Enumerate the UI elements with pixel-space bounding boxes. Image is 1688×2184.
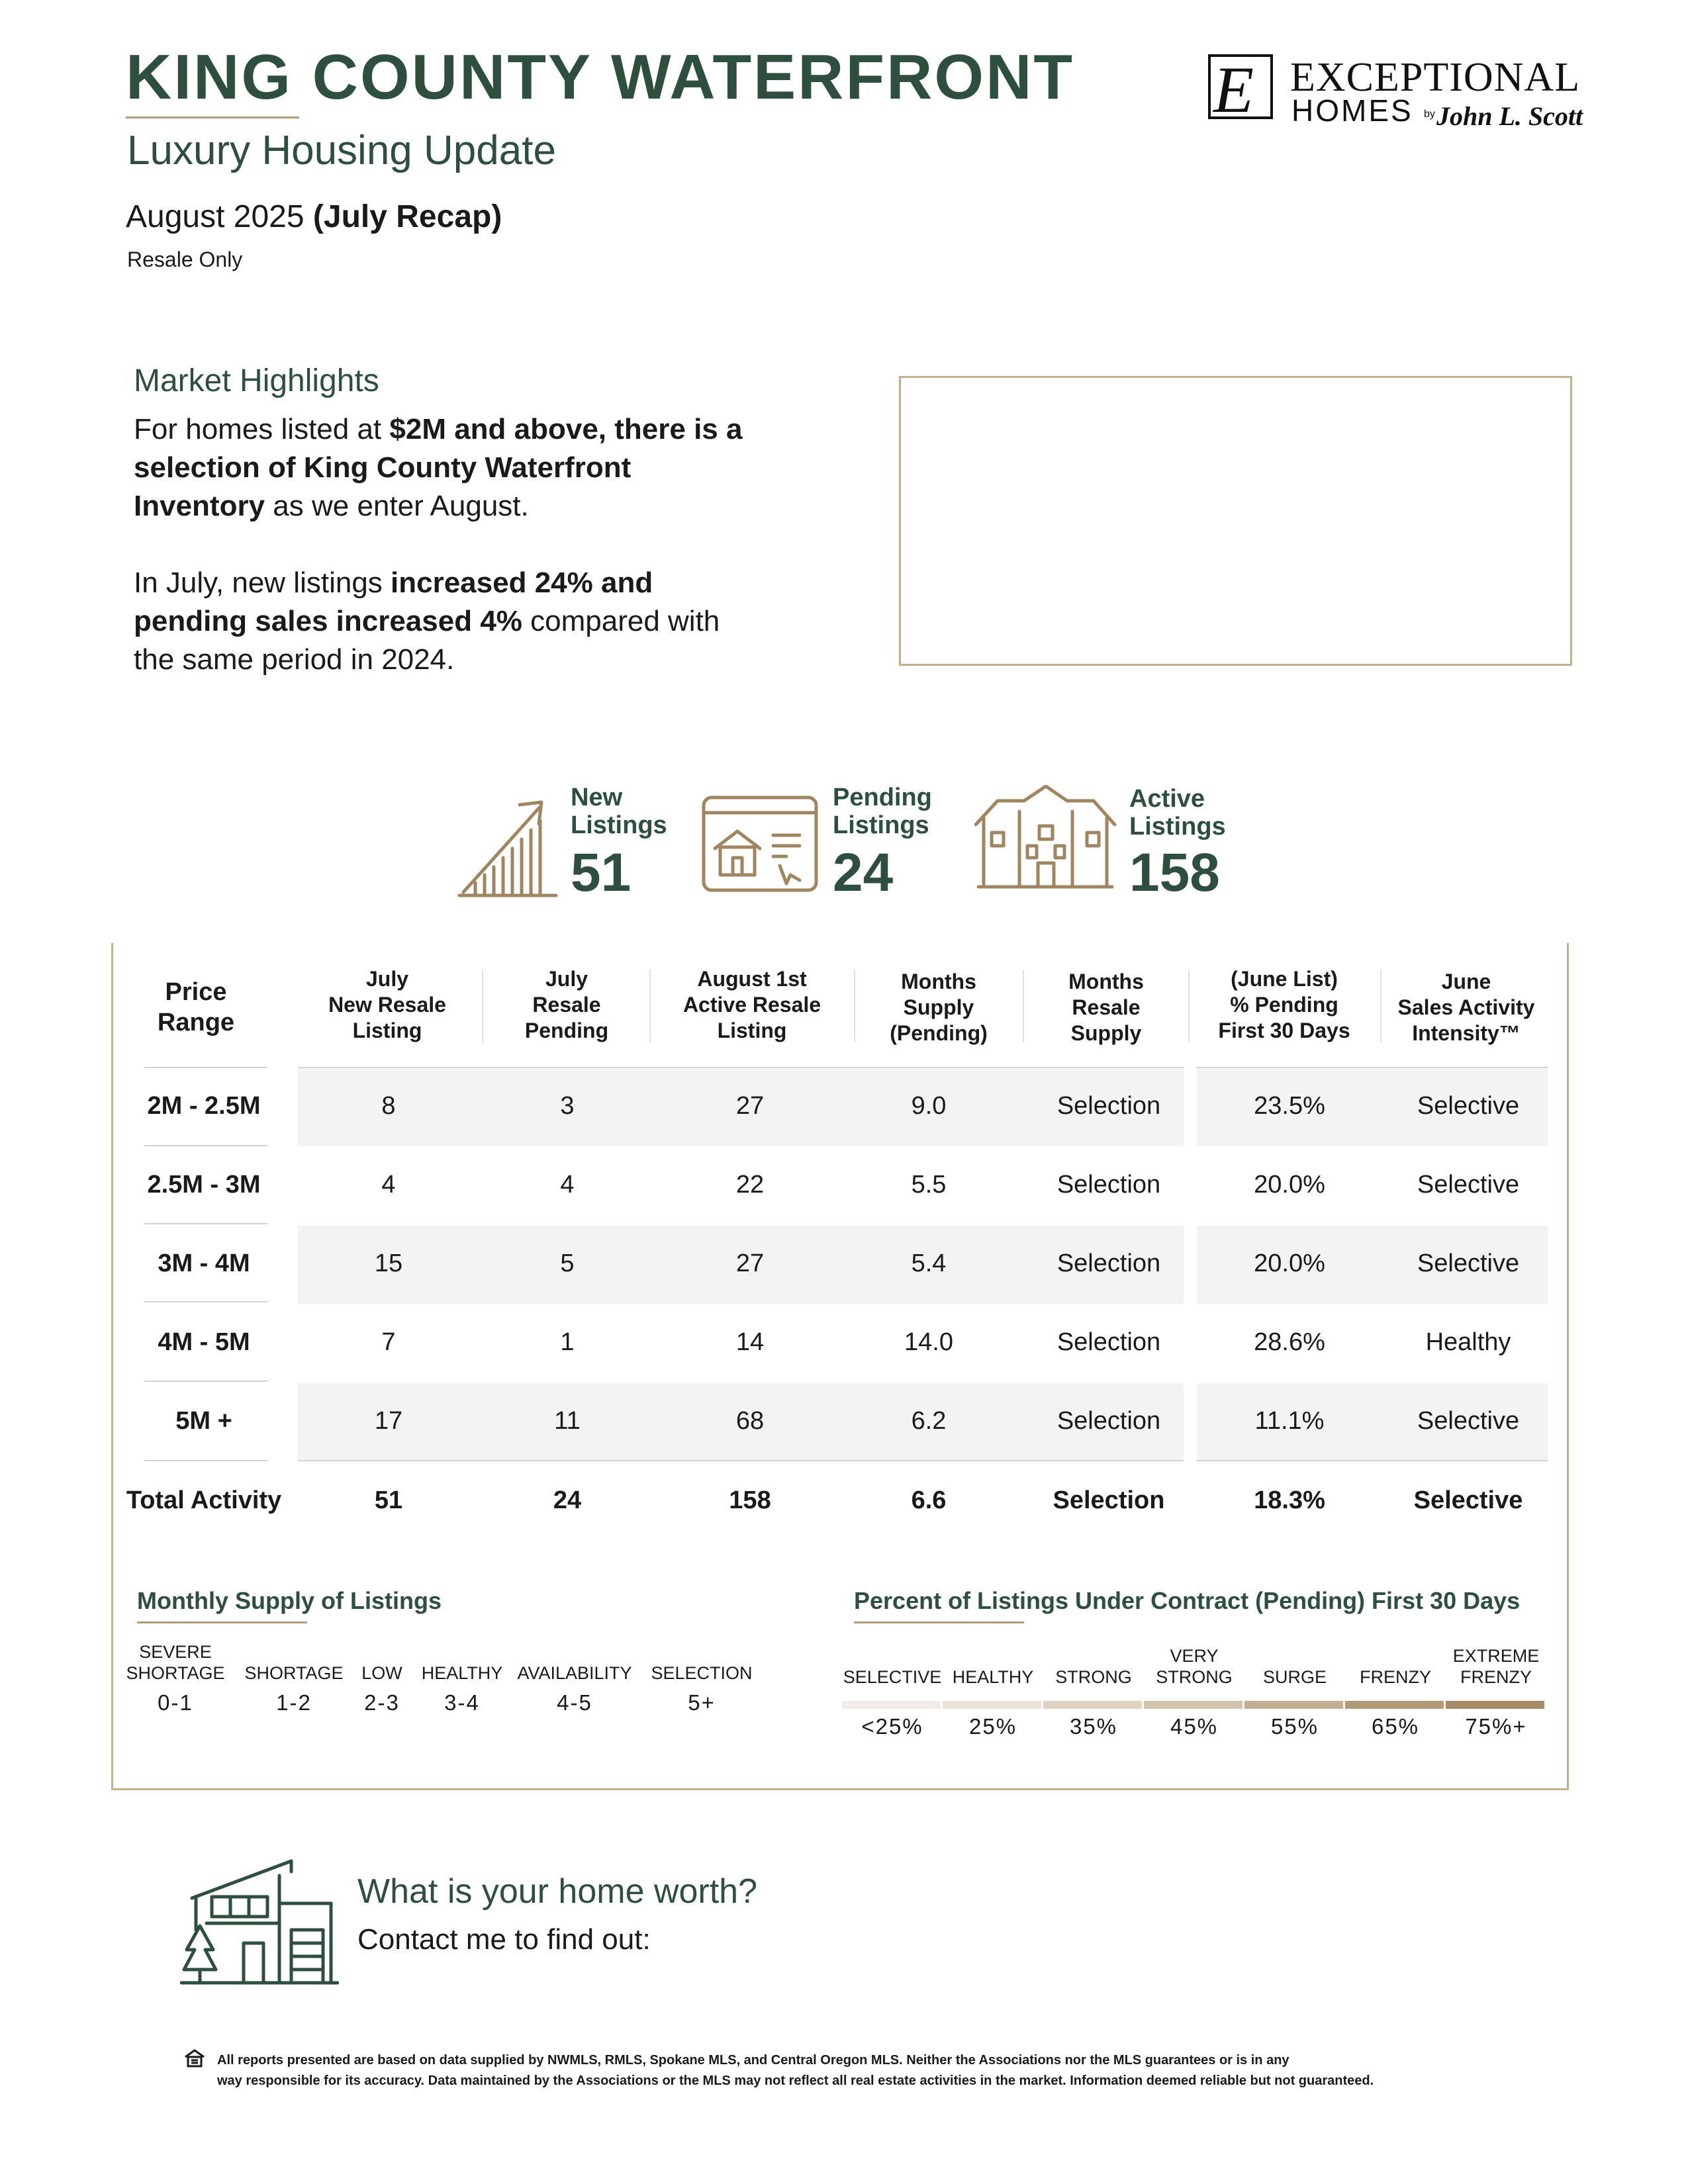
column-header-line: % Pending [1230, 993, 1338, 1017]
column-header-months-supply-pending [859, 969, 1018, 1046]
pending-listings-label-2: Listings [833, 811, 929, 839]
highlights-title: Market Highlights [134, 363, 379, 398]
pending-listings-value: 24 [833, 842, 894, 903]
table-cell: 4 [381, 1171, 396, 1199]
legend-label-line [1242, 1645, 1348, 1666]
pending-legend-threshold: <25% [861, 1714, 923, 1739]
active-listings-label-1: Active [1129, 785, 1205, 813]
table-cell: 11 [554, 1407, 581, 1435]
table-cell: 28.6% [1254, 1328, 1325, 1356]
row-rule [144, 1223, 267, 1224]
p1-run-2: $2M and above, there is a selection of King County Waterfront Inventory [134, 413, 743, 522]
column-header-new-listing [311, 966, 463, 1044]
new-listings-label-2: Listings [571, 811, 667, 839]
supply-legend-range: 3-4 [444, 1690, 480, 1715]
total-cell-col-5: Selection [1053, 1486, 1165, 1514]
column-header-active-listing [655, 966, 849, 1044]
column-header-line: (Pending) [890, 1021, 988, 1045]
table-cell: 4 [560, 1171, 575, 1199]
table-cell: 17 [374, 1407, 403, 1435]
brand-logo [1208, 53, 1583, 131]
table-cell: Selection [1056, 1328, 1161, 1356]
supply-legend-underline [137, 1621, 307, 1623]
pending-listings-label-1: Pending [833, 784, 932, 811]
row-rule [144, 1067, 267, 1068]
column-header-sales-intensity [1383, 969, 1549, 1046]
header-separator [1023, 970, 1024, 1042]
price-range-label: 4M - 5M [158, 1328, 250, 1356]
table-cell: 6.2 [911, 1407, 947, 1435]
equal-housing-icon [184, 2049, 205, 2068]
column-header-line: Range [157, 1009, 235, 1036]
supply-legend-range: 1-2 [276, 1690, 312, 1715]
legend-label-line: SHORTAGE [244, 1663, 344, 1683]
logo-line1: EXCEPTIONAL [1290, 55, 1581, 100]
total-cell-col-7: Selective [1413, 1486, 1523, 1514]
p2-run-2: increased 24% and pending sales increased 4% [134, 567, 653, 637]
table-cell: 5 [560, 1250, 575, 1277]
report-date-month: August 2025 [126, 199, 313, 234]
report-title: KING COUNTY WATERFRONT [126, 42, 1075, 113]
column-header-line: New Resale [328, 993, 446, 1017]
pending-legend-swatch [1043, 1701, 1142, 1709]
table-cell: 5.5 [911, 1171, 947, 1199]
legend-label-line: HEALTHY [952, 1667, 1034, 1687]
total-cell-col-1: 51 [374, 1486, 403, 1514]
table-cell: 20.0% [1254, 1250, 1325, 1277]
pending-legend-label [1141, 1645, 1247, 1688]
legend-label-line [940, 1645, 1046, 1666]
price-range-label: 2.5M - 3M [147, 1171, 261, 1199]
legend-label-line: SHORTAGE [126, 1663, 225, 1683]
table-cell: Selection [1056, 1250, 1161, 1277]
supply-legend-range: 0-1 [158, 1690, 193, 1715]
column-header-line: Sales Activity [1397, 995, 1535, 1019]
logo-by: by [1424, 109, 1435, 120]
column-header-line: First 30 Days [1218, 1019, 1350, 1042]
pending-legend-swatch [1244, 1701, 1343, 1709]
row-rule [298, 1460, 1184, 1461]
row-rule [144, 1145, 267, 1146]
table-cell: 7 [381, 1328, 396, 1356]
legend-label-line [629, 1641, 774, 1662]
highlights-paragraph-1 [134, 410, 743, 525]
total-cell-col-4: 6.6 [911, 1486, 947, 1514]
table-cell: 68 [735, 1407, 765, 1435]
column-header-line: August 1st [697, 967, 807, 991]
pending-legend-swatch [1144, 1701, 1243, 1709]
column-header-line: Supply [1070, 1021, 1142, 1045]
pending-legend-title: Percent of Listings Under Contract (Pending) First 30 Days [854, 1587, 1521, 1614]
legend-label-line: SEVERE [139, 1642, 212, 1662]
legend-label-line [502, 1641, 647, 1662]
table-cell: 22 [735, 1171, 765, 1199]
pending-legend-swatch [842, 1701, 941, 1709]
legend-label-line: AVAILABILITY [517, 1663, 632, 1683]
pending-listings-label [833, 784, 932, 839]
resale-note: Resale Only [127, 248, 243, 271]
price-range-label: 5M + [175, 1407, 232, 1435]
pending-legend-label [839, 1645, 945, 1688]
supply-legend-range: 2-3 [364, 1690, 400, 1715]
active-listings-value: 158 [1129, 842, 1220, 903]
cta-subtext: Contact me to find out: [357, 1923, 651, 1956]
table-cell: 27 [735, 1250, 765, 1277]
legend-label-line: FRENZY [1460, 1667, 1532, 1687]
column-header-line: Pending [524, 1019, 609, 1042]
p2-run-1: In July, new listings [134, 567, 391, 599]
highlights-paragraph-2 [134, 564, 743, 679]
supply-legend-range: 5+ [688, 1690, 716, 1715]
pending-legend-label [940, 1645, 1046, 1688]
column-header-line: July [545, 967, 588, 991]
header-separator [649, 970, 651, 1042]
column-header-line: Listing [717, 1019, 787, 1042]
column-header-resale-pending [489, 966, 645, 1044]
table-cell: Selective [1417, 1171, 1520, 1199]
table-cell: Selection [1056, 1407, 1161, 1435]
p2-run-3: compared with the same period in 2024. [134, 605, 720, 676]
p1-run-1: For homes listed at [134, 413, 390, 445]
legend-label-line: SELECTIVE [843, 1667, 942, 1687]
townhouse-icon [974, 785, 1117, 891]
column-header-line: Active Resale [682, 993, 821, 1017]
report-subtitle: Luxury Housing Update [127, 128, 556, 173]
active-listings-label-2: Listings [1129, 813, 1226, 841]
table-cell: 9.0 [911, 1092, 947, 1120]
pending-legend-threshold: 55% [1270, 1714, 1319, 1739]
legend-label-line [1041, 1645, 1147, 1666]
pending-legend-threshold: 35% [1069, 1714, 1118, 1739]
legend-label-line: STRONG [1055, 1667, 1132, 1687]
report-date [126, 199, 502, 235]
column-header-line: (June List) [1231, 967, 1338, 991]
pending-legend-label [1041, 1645, 1147, 1688]
image-placeholder-frame [899, 376, 1572, 666]
house-browser-icon [700, 794, 820, 893]
pending-legend-label [1342, 1645, 1448, 1688]
table-cell: 1 [560, 1328, 575, 1356]
price-range-label: 2M - 2.5M [147, 1092, 261, 1120]
column-header-price-range [130, 977, 262, 1038]
total-cell-col-3: 158 [729, 1486, 771, 1514]
table-cell: Selective [1417, 1407, 1520, 1435]
supply-legend-label [629, 1641, 774, 1684]
pending-legend-swatch [1345, 1701, 1444, 1709]
disclaimer [217, 2050, 1475, 2091]
column-header-line: July [365, 967, 409, 991]
new-listings-label-1: New [571, 784, 623, 811]
row-rule [1197, 1460, 1548, 1461]
total-cell-col-6: 18.3% [1254, 1486, 1325, 1514]
table-cell: Healthy [1425, 1328, 1511, 1356]
legend-label-line: EXTREME [1452, 1646, 1540, 1666]
table-cell: Selective [1417, 1092, 1520, 1120]
legend-label-line: STRONG [1156, 1667, 1233, 1687]
column-header-line: Months [901, 970, 976, 993]
header-separator [1188, 970, 1190, 1042]
disclaimer-line-2: way responsible for its accuracy. Data maintained by the Associations or the MLS may not reflect all real estate activities in the market. Information deemed reliable but not guaranteed. [217, 2073, 1374, 2088]
row-rule [144, 1460, 267, 1461]
supply-legend-label [502, 1641, 647, 1684]
column-header-line: Months [1068, 970, 1144, 993]
price-range-label: 3M - 4M [158, 1250, 250, 1277]
column-header-line: Supply [903, 995, 974, 1019]
supply-legend-title: Monthly Supply of Listings [137, 1587, 442, 1614]
legend-label-line: SURGE [1262, 1667, 1327, 1687]
table-cell: 27 [735, 1092, 765, 1120]
legend-label-line: SELECTION [651, 1663, 753, 1683]
legend-label-line: HEALTHY [421, 1663, 503, 1683]
row-rule [298, 1067, 1184, 1068]
pending-legend-label [1242, 1645, 1348, 1688]
column-header-line: Intensity™ [1412, 1021, 1521, 1045]
total-cell-col-2: 24 [553, 1486, 582, 1514]
table-cell: 14.0 [904, 1328, 953, 1356]
row-rule [144, 1381, 267, 1382]
table-cell: 14 [735, 1328, 765, 1356]
column-header-months-resale-supply [1027, 969, 1185, 1046]
table-cell: 8 [381, 1092, 396, 1120]
pending-legend-label [1443, 1645, 1549, 1688]
rising-bar-chart-icon [457, 793, 559, 899]
column-header-line: June [1441, 970, 1491, 993]
table-cell: 11.1% [1254, 1407, 1325, 1435]
row-rule [144, 1301, 267, 1302]
legend-label-line [1342, 1645, 1448, 1666]
logo-brand: John L. Scott [1436, 101, 1583, 131]
table-cell: Selective [1417, 1250, 1520, 1277]
header-separator [854, 970, 855, 1042]
total-cell-col-0: Total Activity [126, 1486, 282, 1514]
new-listings-value: 51 [571, 842, 632, 903]
report-date-recap: (July Recap) [312, 199, 502, 234]
legend-label-line: VERY [1170, 1646, 1219, 1666]
title-underline [126, 116, 299, 118]
supply-legend-range: 4-5 [557, 1690, 592, 1715]
logo-monogram: E [1213, 53, 1254, 126]
column-header-pending-30-days [1193, 966, 1376, 1044]
table-cell: Selection [1056, 1171, 1161, 1199]
pending-legend-swatch [1446, 1701, 1544, 1709]
column-header-line: Resale [532, 993, 601, 1017]
legend-label-line [839, 1645, 945, 1666]
table-cell: 23.5% [1254, 1092, 1325, 1120]
active-listings-label [1129, 785, 1226, 841]
pending-legend-threshold: 75%+ [1465, 1714, 1527, 1739]
table-cell: Selection [1056, 1092, 1161, 1120]
table-cell: 5.4 [911, 1250, 947, 1277]
pending-legend-threshold: 45% [1170, 1714, 1219, 1739]
p1-run-3: as we enter August. [265, 490, 529, 522]
pending-legend-underline [854, 1621, 1024, 1623]
home-value-house-icon [180, 1857, 339, 1989]
pending-legend-swatch [943, 1701, 1041, 1709]
column-header-line: Price [165, 978, 227, 1006]
row-rule [1197, 1067, 1548, 1068]
table-cell: 3 [560, 1092, 575, 1120]
header-separator [482, 970, 483, 1042]
column-header-line: Resale [1072, 995, 1141, 1019]
legend-label-line: LOW [361, 1663, 402, 1683]
logo-line2: HOMES [1291, 93, 1413, 128]
disclaimer-line-1: All reports presented are based on data supplied by NWMLS, RMLS, Spokane MLS, and Central Oregon MLS. Neither the Associations nor the MLS guarantees or is in any [217, 2053, 1289, 2068]
pending-legend-threshold: 25% [968, 1714, 1017, 1739]
column-header-line: Listing [352, 1019, 422, 1042]
pending-legend-threshold: 65% [1371, 1714, 1420, 1739]
new-listings-label [571, 784, 667, 839]
header-separator [1380, 970, 1382, 1042]
legend-label-line: FRENZY [1360, 1667, 1431, 1687]
cta-headline: What is your home worth? [357, 1872, 758, 1911]
table-cell: 15 [374, 1250, 403, 1277]
table-cell: 20.0% [1254, 1171, 1325, 1199]
